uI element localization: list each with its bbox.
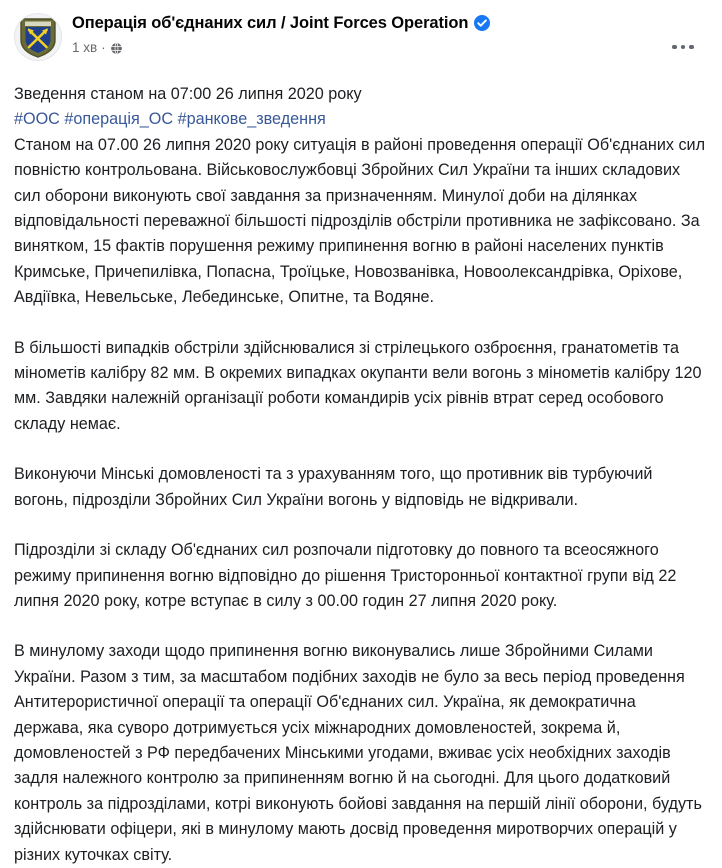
post-meta (72, 40, 490, 56)
post-paragraph-4: Підрозділи зі складу Об'єднаних сил розпочали підготовку до повного та всеосяжного режиму припинення вогню відповідно до рішення Тристоронньої контактної групи від 22 липня 2020 року, котре вступає в силу з 00.00 годин 27 липня 2020 року. (14, 541, 677, 610)
joint-forces-operation-emblem-icon (18, 16, 58, 58)
globe-public-icon[interactable] (110, 42, 123, 55)
post-content (14, 82, 708, 868)
more-options-button[interactable] (666, 30, 700, 64)
post-header (14, 12, 708, 64)
verified-check-icon (474, 15, 490, 31)
post-timestamp[interactable]: 1 хв (72, 40, 98, 55)
post-paragraph-1: Станом на 07.00 26 липня 2020 року ситуація в районі проведення операції Об'єднаних сил повністю контрольована. Військовослужбовці Збройних Сил України та інших складових сил оборони виконують свої завдання за призначенням. Минулої доби на ділянках відповідальності переважної більшості підрозділів обстріли противника не зафіксовано. За винятком, 15 фактів порушення режиму припинення вогню в районі населених пунктів Кримське, Причепилівка, Попасна, Троїцьке, Новозванівка, Новоолександрівка, Оріхове, Авдіївка, Невельське, Лебединське, Опитне, та Водяне. (14, 135, 706, 307)
author-block (72, 12, 490, 56)
avatar[interactable] (14, 13, 62, 61)
ellipsis-dot (689, 45, 694, 50)
meta-separator: · (101, 40, 106, 55)
post-title-line: Зведення станом на 07:00 26 липня 2020 року (14, 85, 362, 103)
post-paragraph-5: В минулому заходи щодо припинення вогню виконувались лише Збройними Силами України. Разом з тим, за масштабом подібних заходів не було за весь період проведення Антитерористичної операції та операції Об'єднаних сил. Україна, як демократична держава, яка суворо дотримується усіх міжнародних домовленостей, зокрема й, домовленостей з РФ передбачених Мінськими угодами, вживає усіх необхідних заходів задля належного контролю за припиненням вогню й на сьогодні. Для цього додатковий контроль за підрозділами, котрі виконують бойові завдання на першій лінії оборони, будуть здійснювати офіцери, які в минулому мають досвід проведення миротворчих операцій у різних куточках світу. (14, 642, 702, 864)
post-hashtags[interactable]: #ООС #операція_ОС #ранкове_зведення (14, 110, 326, 129)
ellipsis-dot (672, 45, 677, 50)
post-paragraph-2: В більшості випадків обстріли здійснювалися зі стрілецького озброєння, гранатометів та мінометів калібру 82 мм. В окремих випадках окупанти вели вогонь з мінометів калібру 120 мм. Завдяки належній організації роботи командирів усіх рівнів втрат серед особового складу немає. (14, 338, 702, 433)
page-name[interactable]: Операція об'єднаних сил / Joint Forces Operation (72, 14, 469, 32)
post-paragraph-3: Виконуючи Мінські домовленості та з урахуванням того, що противник вів турбуючий вогонь, підрозділи Збройних Сил України вогонь у відповідь не відкривали. (14, 465, 653, 509)
ellipsis-dot (681, 45, 686, 50)
page-name-row (72, 13, 490, 33)
